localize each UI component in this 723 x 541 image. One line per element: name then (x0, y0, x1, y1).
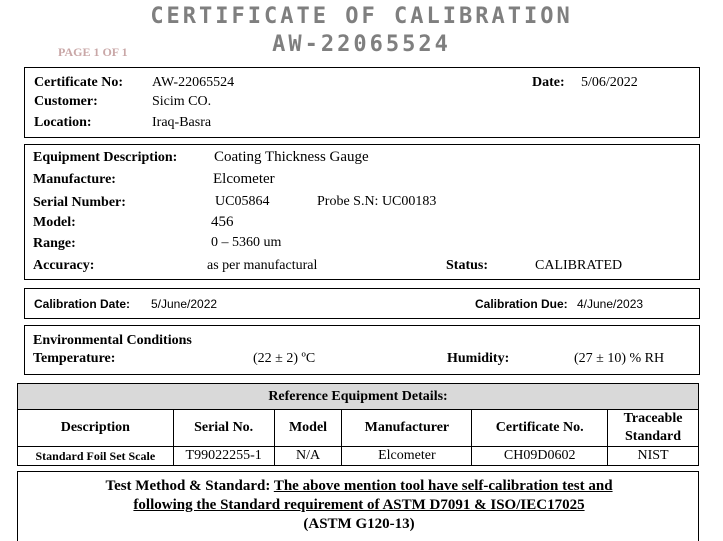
equipment-box (24, 144, 700, 280)
column-header: Serial No. (173, 410, 274, 447)
table-cell: NIST (608, 447, 699, 466)
customer-value: Sicim CO. (152, 94, 212, 109)
environment-heading: Environmental Conditions (33, 333, 192, 348)
table-cell: CH09D0602 (472, 447, 608, 466)
table-cell: N/A (274, 447, 342, 466)
page-label: PAGE 1 OF 1 (58, 45, 128, 59)
table-cell: Elcometer (342, 447, 472, 466)
manufacture-label: Manufacture: (33, 172, 116, 187)
table-row (18, 447, 699, 466)
cert-no-label: Certificate No: (34, 75, 124, 90)
environment-box (24, 325, 700, 375)
calibration-date-label: Calibration Date: (34, 297, 131, 311)
certificate-info-box (24, 67, 700, 138)
range-label: Range: (33, 236, 76, 251)
calibration-date-value: 5/June/2022 (151, 297, 218, 311)
manufacture-value: Elcometer (213, 171, 275, 187)
serial-number-value: UC05864 (215, 194, 270, 209)
accuracy-label: Accuracy: (33, 258, 95, 273)
calibration-due-label: Calibration Due: (475, 297, 568, 311)
table-header-row (18, 410, 699, 447)
date-label: Date: (532, 75, 565, 90)
range-value: 0 – 5360 um (211, 235, 282, 250)
test-method-box (17, 471, 699, 541)
calibration-dates-box (24, 288, 700, 319)
temperature-label: Temperature: (33, 351, 116, 366)
equipment-description-label: Equipment Description: (33, 150, 178, 165)
cert-no-value: AW-22065524 (152, 75, 235, 90)
humidity-value: (27 ± 10) % RH (574, 351, 665, 366)
test-method-line1: The above mention tool have self-calibration test and (273, 478, 613, 494)
location-label: Location: (34, 115, 92, 130)
model-value: 456 (211, 214, 234, 230)
date-value: 5/06/2022 (581, 75, 638, 90)
calibration-due-value: 4/June/2023 (577, 297, 644, 311)
serial-number-label: Serial Number: (33, 195, 126, 210)
reference-heading-row (18, 384, 699, 410)
table-cell: Standard Foil Set Scale (18, 447, 174, 466)
certificate-title: CERTIFICATE OF CALIBRATION (150, 4, 573, 29)
accuracy-value: as per manufactural (207, 258, 318, 273)
test-method-label: Test Method & Standard: (105, 478, 271, 494)
column-header: Certificate No. (472, 410, 608, 447)
location-value: Iraq-Basra (152, 115, 212, 130)
certificate-number-title: AW-22065524 (272, 32, 451, 57)
column-header: Traceable Standard (608, 410, 699, 447)
table-cell: T99022255-1 (173, 447, 274, 466)
reference-heading: Reference Equipment Details: (18, 384, 699, 410)
status-value: CALIBRATED (535, 258, 623, 273)
test-method-text (18, 477, 700, 534)
humidity-label: Humidity: (447, 351, 510, 366)
column-header: Manufacturer (342, 410, 472, 447)
column-header: Description (18, 410, 174, 447)
reference-equipment-table (17, 383, 699, 466)
temperature-value: (22 ± 2) ºC (253, 351, 316, 366)
equipment-description-value: Coating Thickness Gauge (214, 149, 369, 165)
test-method-line2: following the Standard requirement of ASTM D7091 & ISO/IEC17025 (133, 497, 585, 513)
test-method-line3: (ASTM G120-13) (303, 516, 415, 532)
status-label: Status: (446, 258, 489, 273)
model-label: Model: (33, 215, 76, 230)
customer-label: Customer: (34, 94, 98, 109)
column-header: Model (274, 410, 342, 447)
probe-serial: Probe S.N: UC00183 (317, 194, 437, 209)
